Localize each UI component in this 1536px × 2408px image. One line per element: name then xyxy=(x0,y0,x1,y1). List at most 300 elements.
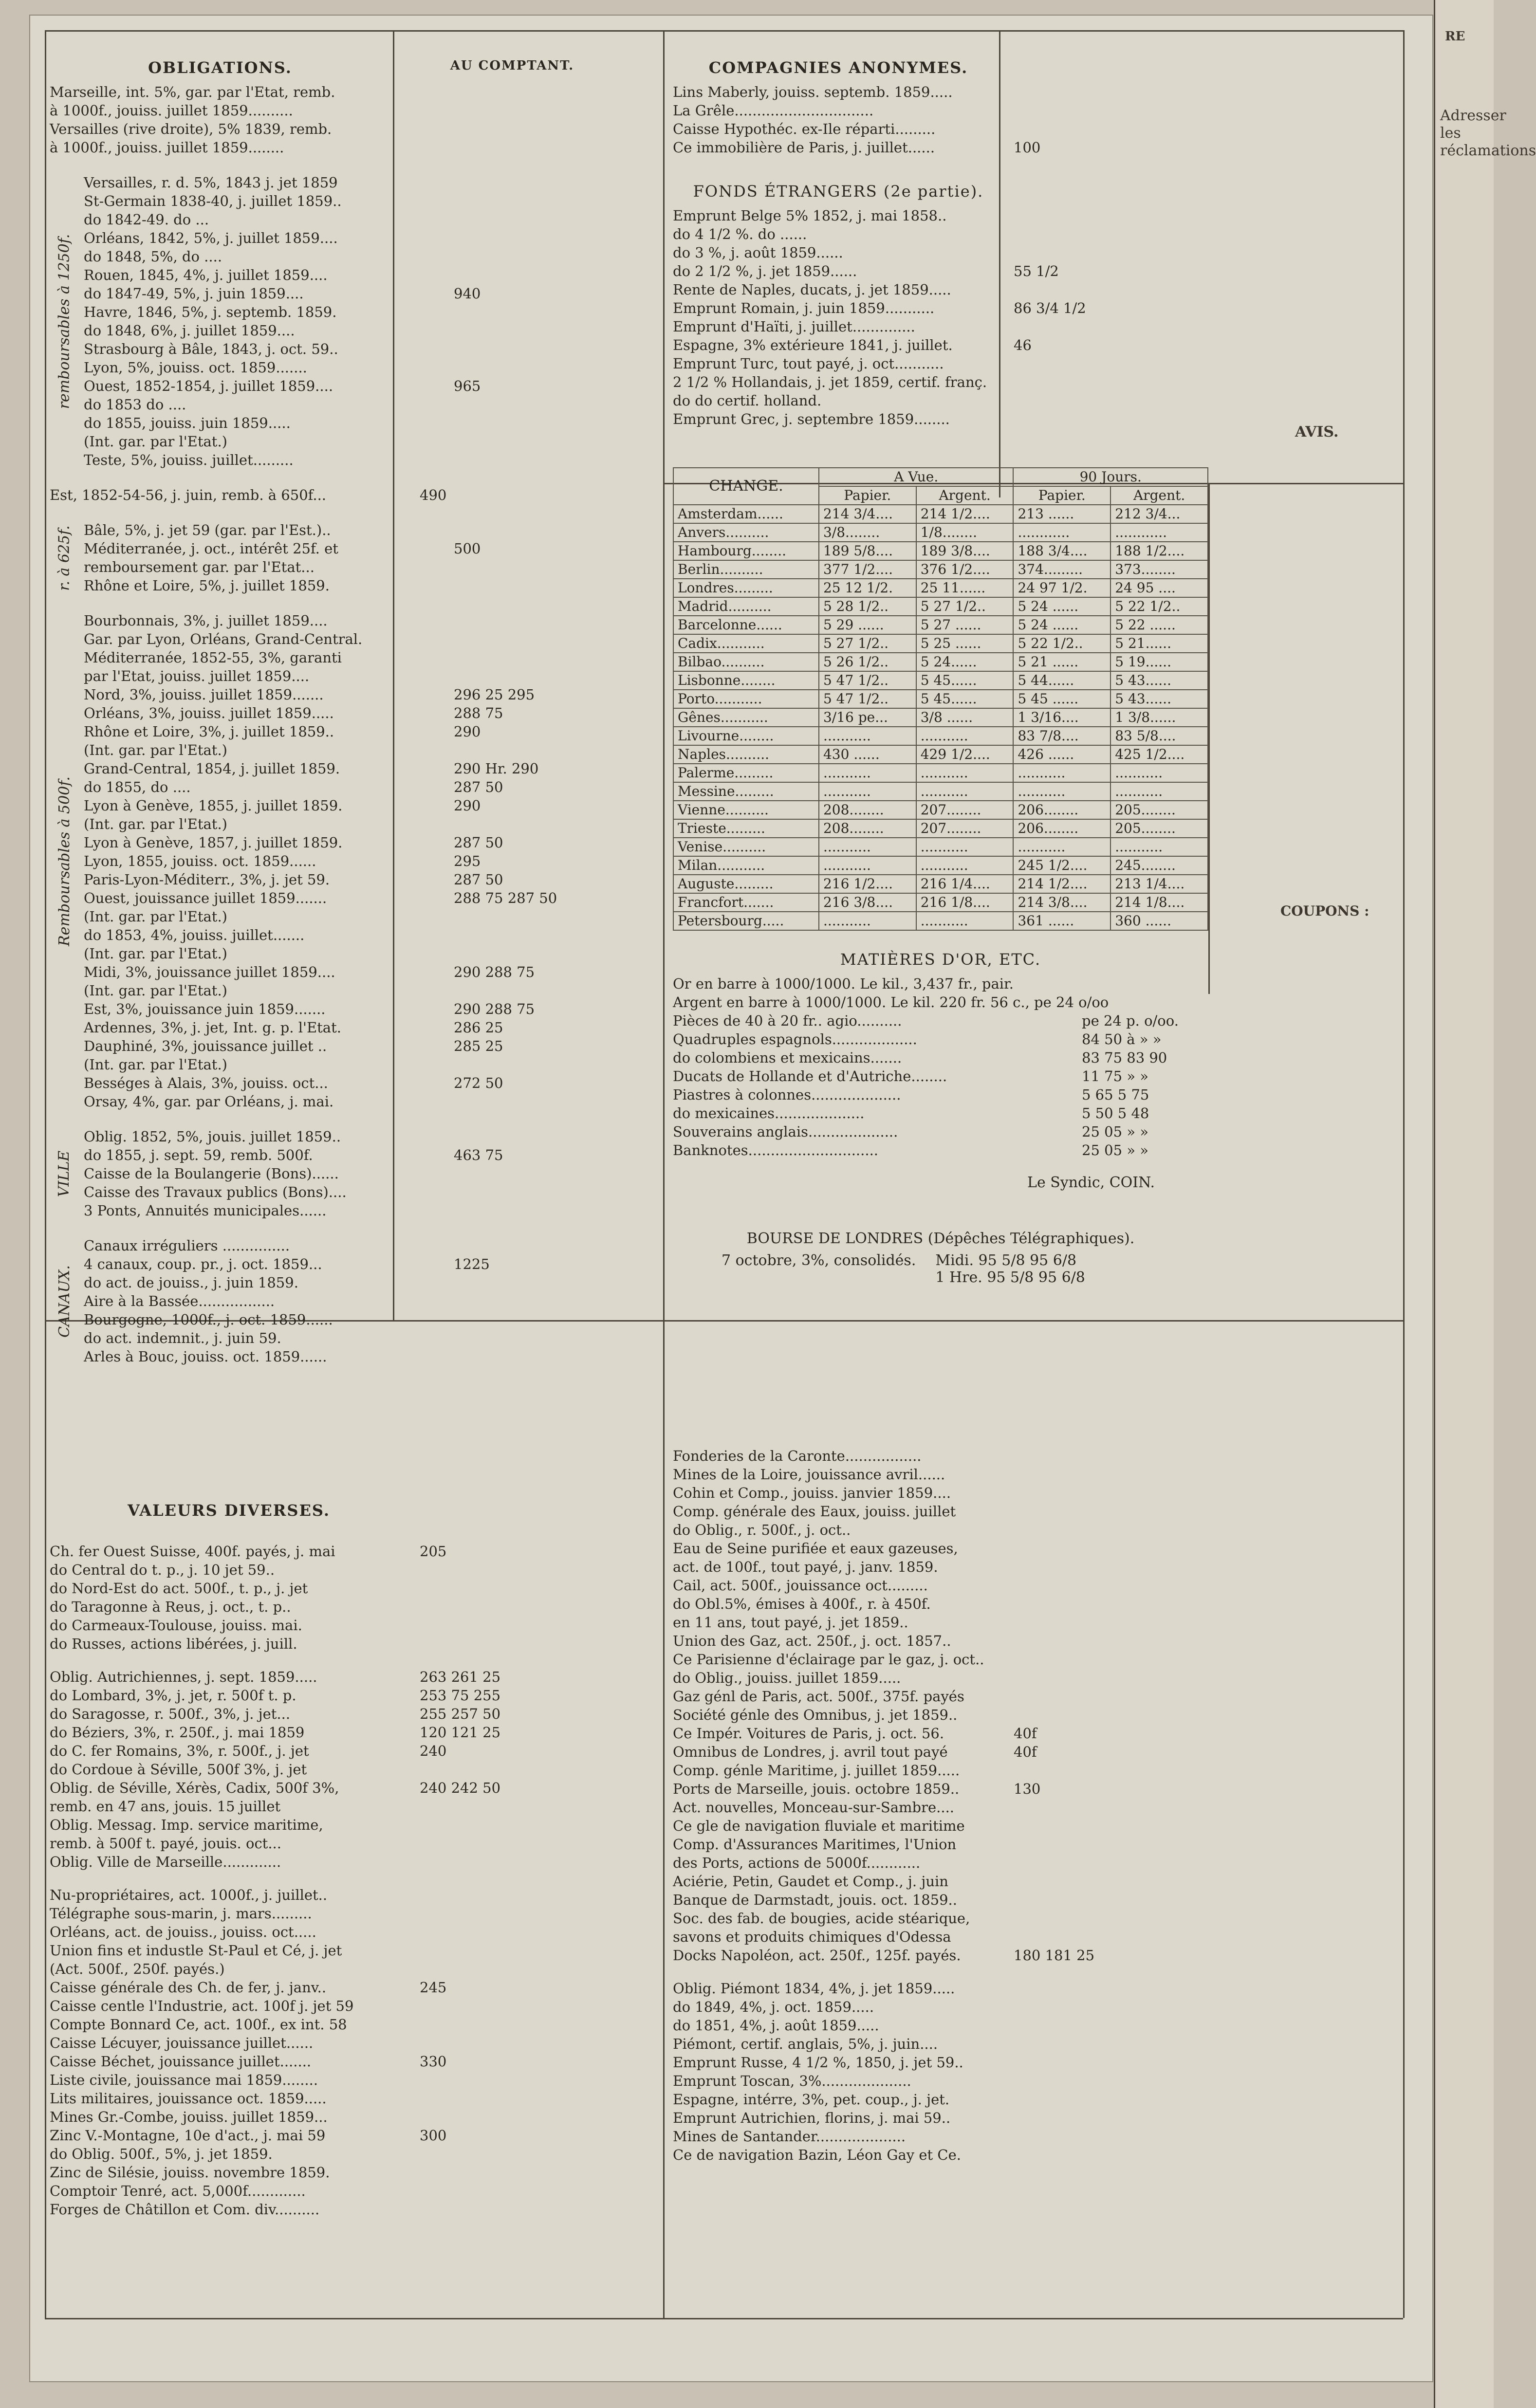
city-cell: Venise.......... xyxy=(673,838,819,856)
rate-cell: 360 ...... xyxy=(1110,912,1208,930)
table-row xyxy=(50,2052,658,2071)
row-value xyxy=(1004,1558,1398,1576)
row-value xyxy=(444,1092,658,1111)
rate-cell: 374......... xyxy=(1013,560,1110,579)
rate-cell: 5 21 ...... xyxy=(1013,653,1110,671)
row-label: do Carmeaux-Toulouse, jouiss. mai. xyxy=(50,1617,302,1634)
table-row xyxy=(673,1998,1398,2016)
row-value xyxy=(410,2089,658,2108)
rate-cell: 212 3/4... xyxy=(1110,505,1208,523)
row-label: Lyon, 5%, jouiss. oct. 1859....... xyxy=(84,359,307,376)
table-row xyxy=(673,523,1208,542)
row-value xyxy=(444,907,658,926)
rate-cell: 213 ...... xyxy=(1013,505,1110,523)
right-valeurs-rows xyxy=(673,1447,1398,2164)
row-value xyxy=(444,1055,658,1074)
row-value: 296 25 295 xyxy=(454,686,535,703)
table-row xyxy=(673,727,1208,745)
table-row xyxy=(673,1085,1398,1104)
rate-cell: 361 ...... xyxy=(1013,912,1110,930)
rate-cell: 214 1/8.... xyxy=(1110,893,1208,912)
row-value xyxy=(444,1201,658,1220)
row-value xyxy=(1004,101,1398,120)
row-value: 290 Hr. 290 xyxy=(454,760,539,777)
table-row xyxy=(84,521,658,539)
bourse-de-londres xyxy=(673,1230,1398,1286)
table-row xyxy=(84,611,658,630)
city-cell: Amsterdam...... xyxy=(673,505,819,523)
column-rule xyxy=(1403,30,1405,2318)
city-cell: Vienne.......... xyxy=(673,801,819,819)
row-label: Caisse de la Boulangerie (Bons)...... xyxy=(84,1165,339,1182)
city-cell: Milan........... xyxy=(673,856,819,875)
table-row xyxy=(673,83,1398,101)
strip-text: Adresser les réclamations xyxy=(1440,107,1536,159)
row-label: Fonderies de la Caronte................. xyxy=(673,1448,922,1464)
row-value xyxy=(410,1635,658,1653)
row-value xyxy=(410,1816,658,1834)
row-value xyxy=(444,815,658,833)
row-label: Banknotes............................. xyxy=(673,1142,879,1158)
row-label: Emprunt Turc, tout payé, j. oct........... xyxy=(673,355,944,372)
row-value xyxy=(444,192,658,210)
table-row xyxy=(673,1798,1398,1817)
table-row xyxy=(673,671,1208,690)
table-row xyxy=(50,2108,658,2126)
au-comptant-title: AU COMPTANT. xyxy=(450,58,574,73)
row-value xyxy=(444,1164,658,1183)
papier-header: Papier. xyxy=(1013,486,1110,505)
table-row xyxy=(673,745,1208,764)
table-row xyxy=(673,1650,1398,1669)
row-value: 55 1/2 xyxy=(1014,263,1059,279)
city-cell: Petersbourg..... xyxy=(673,912,819,930)
rate-cell: 245........ xyxy=(1110,856,1208,875)
row-label: do mexicaines.................... xyxy=(673,1105,865,1121)
table-row xyxy=(50,1760,658,1779)
city-cell: Cadix........... xyxy=(673,634,819,653)
row-value xyxy=(410,1579,658,1598)
table-row xyxy=(673,1706,1398,1724)
rate-cell: 5 26 1/2.. xyxy=(819,653,916,671)
row-label: do 1848, 6%, j. juillet 1859.... xyxy=(84,322,295,339)
row-label: Bâle, 5%, j. jet 59 (gar. par l'Est.).. xyxy=(84,522,331,538)
row-value xyxy=(1004,1798,1398,1817)
rate-cell: 24 95 .... xyxy=(1110,579,1208,597)
row-label: Orléans, 1842, 5%, j. juillet 1859.... xyxy=(84,230,338,246)
table-row xyxy=(673,2053,1398,2072)
row-label: Rouen, 1845, 4%, j. juillet 1859.... xyxy=(84,267,328,283)
row-label: Ardennes, 3%, j. jet, Int. g. p. l'Etat. xyxy=(84,1019,341,1036)
row-label: Rhône et Loire, 5%, j. juillet 1859. xyxy=(84,577,330,594)
table-row xyxy=(673,1928,1398,1946)
row-label: Emprunt Autrichien, florins, j. mai 59.. xyxy=(673,2110,951,2126)
row-label: Liste civile, jouissance mai 1859........ xyxy=(50,2072,318,2088)
row-value: 940 xyxy=(454,285,481,302)
city-cell: Barcelonne...... xyxy=(673,616,819,634)
row-value xyxy=(444,1329,658,1347)
rate-cell: 25 12 1/2. xyxy=(819,579,916,597)
row-value xyxy=(1004,1465,1398,1484)
row-value xyxy=(410,1871,658,1886)
rate-cell: 205........ xyxy=(1110,801,1208,819)
table-row xyxy=(673,1724,1398,1743)
rate-cell: ........... xyxy=(916,838,1014,856)
row-value: 255 257 50 xyxy=(420,1706,501,1722)
table-row xyxy=(673,354,1398,373)
row-label xyxy=(50,1871,410,1886)
row-value xyxy=(444,321,658,340)
row-label: Oblig. Messag. Imp. service maritime, xyxy=(50,1817,323,1833)
row-value: 25 05 » » xyxy=(1082,1123,1148,1140)
table-row xyxy=(50,1853,658,1871)
row-value: 40f xyxy=(1014,1744,1037,1760)
row-label: do Taragonne à Reus, j. oct., t. p.. xyxy=(50,1599,291,1615)
table-row xyxy=(84,321,658,340)
row-label: Oblig. Ville de Marseille............. xyxy=(50,1854,281,1870)
row-value xyxy=(1004,2109,1398,2127)
row-value xyxy=(444,395,658,414)
row-label: Forges de Châtillon et Com. div.......... xyxy=(50,2201,320,2218)
table-row xyxy=(84,815,658,833)
rate-cell: 188 1/2.... xyxy=(1110,542,1208,560)
rate-cell: 5 45...... xyxy=(916,690,1014,708)
table-row xyxy=(84,648,658,667)
group-rows xyxy=(84,1127,658,1220)
row-label: (Int. gar. par l'Etat.) xyxy=(84,433,227,450)
row-label: Gaz génl de Paris, act. 500f., 375f. payés xyxy=(673,1688,964,1705)
group-remboursables-500 xyxy=(50,611,658,1111)
compagnies-anonymes-title: COMPAGNIES ANONYMES. xyxy=(708,58,968,77)
group-remboursables-1250 xyxy=(50,173,658,469)
group-side-label: remboursables à 1250f. xyxy=(56,234,73,409)
row-label: Caisse Lécuyer, jouissance juillet...... xyxy=(50,2035,314,2051)
row-label: Ce Impér. Voitures de Paris, j. oct. 56. xyxy=(673,1725,944,1742)
table-row xyxy=(84,870,658,889)
row-value: 25 05 » » xyxy=(1082,1142,1148,1158)
city-cell: Bilbao.......... xyxy=(673,653,819,671)
row-value xyxy=(1004,2016,1398,2035)
row-label: Nu-propriétaires, act. 1000f., j. juillet.. xyxy=(50,1887,328,1903)
row-label: Ch. fer Ouest Suisse, 400f. payés, j. mai xyxy=(50,1543,335,1560)
rate-cell: 5 47 1/2.. xyxy=(819,671,916,690)
row-label: do do certif. holland. xyxy=(673,392,822,409)
row-value: 205 xyxy=(420,1543,447,1560)
row-label: (Int. gar. par l'Etat.) xyxy=(84,945,227,962)
rate-cell: 5 43...... xyxy=(1110,690,1208,708)
row-value xyxy=(410,1653,658,1668)
city-cell: Livourne........ xyxy=(673,727,819,745)
obligations-title: OBLIGATIONS. xyxy=(148,58,292,77)
table-row xyxy=(50,1653,658,1668)
rate-cell: 5 24...... xyxy=(916,653,1014,671)
row-value xyxy=(444,432,658,451)
table-row xyxy=(673,1979,1398,1998)
row-value xyxy=(410,2015,658,2034)
change-title: CHANGE. xyxy=(673,468,819,505)
row-label: Union des Gaz, act. 250f., j. oct. 1857.. xyxy=(673,1633,951,1649)
table-row xyxy=(673,225,1398,243)
rate-cell: 5 29 ...... xyxy=(819,616,916,634)
row-value xyxy=(444,611,658,630)
city-cell: Hambourg........ xyxy=(673,542,819,560)
table-row xyxy=(84,1347,658,1366)
table-row xyxy=(673,1048,1398,1067)
rate-cell: ........... xyxy=(819,856,916,875)
adjacent-page-strip xyxy=(1434,0,1536,2408)
row-label: Comptoir Tenré, act. 5,000f............. xyxy=(50,2183,306,2199)
row-value xyxy=(444,247,658,266)
syndic-signature: Le Syndic, COIN. xyxy=(1027,1174,1155,1191)
table-row xyxy=(84,722,658,741)
row-label: Act. nouvelles, Monceau-sur-Sambre.... xyxy=(673,1799,955,1816)
row-label: Ce de navigation Bazin, Léon Gay et Ce. xyxy=(673,2147,961,2163)
table-row xyxy=(84,539,658,558)
table-row xyxy=(84,247,658,266)
table-row xyxy=(84,1292,658,1310)
row-label: Docks Napoléon, act. 250f., 125f. payés. xyxy=(673,1947,961,1964)
row-label: do 1851, 4%, j. août 1859..... xyxy=(673,2017,879,2034)
row-label: Piémont, certif. anglais, 5%, j. juin.... xyxy=(673,2036,938,2052)
rate-cell: ........... xyxy=(819,838,916,856)
row-value xyxy=(410,2163,658,2182)
table-row xyxy=(84,303,658,321)
table-row xyxy=(673,391,1398,410)
row-label xyxy=(673,1965,1004,1979)
row-value xyxy=(410,1760,658,1779)
row-value xyxy=(1004,2053,1398,2072)
table-row xyxy=(84,1055,658,1074)
row-value xyxy=(444,340,658,358)
row-value xyxy=(1004,1928,1398,1946)
rate-cell: 189 3/8.... xyxy=(916,542,1014,560)
row-label: Orsay, 4%, gar. par Orléans, j. mai. xyxy=(84,1093,334,1110)
row-label: Omnibus de Londres, j. avril tout payé xyxy=(673,1744,948,1760)
row-value xyxy=(1004,1576,1398,1595)
row-label: Banque de Darmstadt, jouis. oct. 1859.. xyxy=(673,1892,957,1908)
londres-1h: 1 Hre. 95 5/8 95 6/8 xyxy=(935,1269,1085,1286)
row-label: Piastres à colonnes.................... xyxy=(673,1086,901,1103)
section-rule xyxy=(45,2318,1403,2319)
row-label: Lyon à Genève, 1855, j. juillet 1859. xyxy=(84,797,343,814)
row-value xyxy=(1004,1539,1398,1558)
row-label: Emprunt Grec, j. septembre 1859........ xyxy=(673,411,950,427)
row-value xyxy=(1004,1979,1398,1998)
table-row xyxy=(84,377,658,395)
row-value xyxy=(444,451,658,469)
rate-cell: 5 27 1/2.. xyxy=(819,634,916,653)
row-value: 40f xyxy=(1014,1725,1037,1742)
table-row xyxy=(84,1037,658,1055)
row-label: do Obl.5%, émises à 400f., r. à 450f. xyxy=(673,1596,931,1612)
row-value xyxy=(410,2182,658,2200)
row-label: des Ports, actions de 5000f............ xyxy=(673,1855,921,1871)
table-row xyxy=(84,981,658,1000)
row-label: do Oblig. 500f., 5%, j. jet 1859. xyxy=(50,2146,273,2162)
argent-header: Argent. xyxy=(1110,486,1208,505)
table-row xyxy=(84,210,658,229)
table-row: Versailles (rive droite), 5% 1839, remb. xyxy=(50,121,332,137)
row-value xyxy=(444,981,658,1000)
table-row xyxy=(673,764,1208,782)
table-row xyxy=(84,173,658,192)
table-row xyxy=(673,206,1398,225)
row-label: par l'Etat, jouiss. juillet 1859.... xyxy=(84,668,310,684)
row-label: Orléans, 3%, jouiss. juillet 1859..... xyxy=(84,705,334,721)
row-value xyxy=(444,1347,658,1366)
city-cell: Lisbonne........ xyxy=(673,671,819,690)
rate-cell: 373........ xyxy=(1110,560,1208,579)
table-row xyxy=(673,101,1398,120)
table-row xyxy=(84,576,658,595)
rate-cell: 377 1/2.... xyxy=(819,560,916,579)
row-value xyxy=(444,926,658,944)
table-row xyxy=(84,266,658,284)
row-value xyxy=(1004,243,1398,262)
table-row xyxy=(84,963,658,981)
row-label: (Int. gar. par l'Etat.) xyxy=(84,982,227,999)
row-value xyxy=(444,173,658,192)
row-label: Ce gle de navigation fluviale et maritime xyxy=(673,1818,965,1834)
row-value: 288 75 xyxy=(454,705,503,721)
row-label: do 3 %, j. août 1859...... xyxy=(673,244,843,261)
londres-line: 7 octobre, 3%, consolidés. xyxy=(722,1252,916,1269)
row-label: do Béziers, 3%, r. 250f., j. mai 1859 xyxy=(50,1724,305,1741)
row-label: Comp. d'Assurances Maritimes, l'Union xyxy=(673,1836,957,1853)
row-value xyxy=(1004,1447,1398,1465)
table-row xyxy=(673,616,1208,634)
row-label: Ce Parisienne d'éclairage par le gaz, j. oct.. xyxy=(673,1651,984,1668)
rate-cell: 5 27 ...... xyxy=(916,616,1014,634)
table-row xyxy=(84,1273,658,1292)
row-value: 46 xyxy=(1014,337,1032,353)
table-row xyxy=(673,1539,1398,1558)
table-row xyxy=(84,741,658,759)
rate-cell: 3/8 ...... xyxy=(916,708,1014,727)
row-label: do act. de jouiss., j. juin 1859. xyxy=(84,1274,298,1291)
rate-cell: 3/8........ xyxy=(819,523,916,542)
table-row xyxy=(84,1201,658,1220)
rate-cell: 5 22 1/2.. xyxy=(1013,634,1110,653)
table-row xyxy=(673,299,1398,317)
row-label: do 1848, 5%, do .... xyxy=(84,248,222,265)
row-value xyxy=(1004,317,1398,336)
table-row xyxy=(673,120,1398,138)
table-row xyxy=(50,1635,658,1653)
table-row xyxy=(673,1030,1398,1048)
rate-cell: 376 1/2.... xyxy=(916,560,1014,579)
row-value: 288 75 287 50 xyxy=(454,890,557,906)
rate-cell: 83 7/8.... xyxy=(1013,727,1110,745)
table-row xyxy=(673,838,1208,856)
valeurs-diverses-title: VALEURS DIVERSES. xyxy=(128,1501,330,1520)
rate-cell: 208........ xyxy=(819,801,916,819)
row-value xyxy=(1004,280,1398,299)
rate-cell: 5 45 ...... xyxy=(1013,690,1110,708)
row-value xyxy=(1072,974,1398,993)
table-row: Marseille, int. 5%, gar. par l'Etat, remb. xyxy=(50,84,335,100)
table-row xyxy=(84,1092,658,1111)
row-label: remb. en 47 ans, jouis. 15 juillet xyxy=(50,1798,281,1815)
compagnies-rows xyxy=(673,83,1398,157)
row-label: 2 1/2 % Hollandais, j. jet 1859, certif. franç. xyxy=(673,374,987,390)
table-row xyxy=(50,1542,658,1561)
table-row xyxy=(673,856,1208,875)
row-label: do Cordoue à Séville, 500f 3%, j. jet xyxy=(50,1761,307,1778)
row-label: Caisse centle l'Industrie, act. 100f j. jet 59 xyxy=(50,1998,354,2014)
table-row xyxy=(673,1946,1398,1965)
rate-cell: 83 5/8.... xyxy=(1110,727,1208,745)
table-row xyxy=(50,2034,658,2052)
row-label: Soc. des fab. de bougies, acide stéarique, xyxy=(673,1910,970,1927)
row-value xyxy=(1004,354,1398,373)
row-value xyxy=(444,1236,658,1255)
table-row xyxy=(84,192,658,210)
row-value xyxy=(1004,2035,1398,2053)
row-label: Rhône et Loire, 3%, j. juillet 1859.. xyxy=(84,723,334,740)
row-label: Société génle des Omnibus, j. jet 1859.. xyxy=(673,1707,958,1723)
row-value: 83 75 83 90 xyxy=(1082,1049,1167,1066)
rate-cell: 188 3/4.... xyxy=(1013,542,1110,560)
table-row xyxy=(50,1904,658,1923)
rate-cell: 216 1/2.... xyxy=(819,875,916,893)
row-label: Zinc V.-Montagne, 10e d'act., j. mai 59 xyxy=(50,2127,326,2144)
row-label: do Oblig., jouiss. juillet 1859..... xyxy=(673,1670,901,1686)
row-label: Lyon, 1855, jouiss. oct. 1859...... xyxy=(84,853,316,869)
row-value xyxy=(410,1886,658,1904)
row-value xyxy=(410,1960,658,1978)
city-cell: Trieste......... xyxy=(673,819,819,838)
rate-cell: 5 25 ...... xyxy=(916,634,1014,653)
group-side-label: CANAUX. xyxy=(56,1265,73,1338)
londres-title: BOURSE DE LONDRES (Dépêches Télégraphiques). xyxy=(746,1230,1135,1247)
table-row xyxy=(673,2146,1398,2164)
row-value xyxy=(1004,1502,1398,1521)
row-label: Oblig. 1852, 5%, jouis. juillet 1859.. xyxy=(84,1128,341,1145)
table-row xyxy=(84,759,658,778)
rate-cell: 216 3/8.... xyxy=(819,893,916,912)
row-value: 290 xyxy=(454,797,481,814)
row-label: Caisse Hypothéc. ex-Ile réparti......... xyxy=(673,121,936,137)
row-value xyxy=(1004,373,1398,391)
row-label: Ports de Marseille, jouis. octobre 1859.. xyxy=(673,1781,960,1797)
table-row xyxy=(673,974,1398,993)
rate-cell: ........... xyxy=(819,912,916,930)
table-row xyxy=(84,1236,658,1255)
row-value xyxy=(1004,1484,1398,1502)
row-label: Lits militaires, jouissance oct. 1859..... xyxy=(50,2090,327,2107)
table-row xyxy=(673,505,1208,523)
row-label: do 1853, 4%, jouiss. juillet....... xyxy=(84,927,305,943)
row-value xyxy=(444,576,658,595)
row-label: Dauphiné, 3%, jouissance juillet .. xyxy=(84,1038,327,1054)
group-remboursables-625 xyxy=(50,521,658,595)
group-side-label: Remboursables à 500f. xyxy=(56,776,73,946)
table-row xyxy=(50,1886,658,1904)
row-value: pe 24 p. o/oo. xyxy=(1082,1012,1179,1029)
table-row xyxy=(84,358,658,377)
table-row xyxy=(673,542,1208,560)
table-row xyxy=(84,1310,658,1329)
table-row xyxy=(84,1146,658,1164)
table-row xyxy=(50,2145,658,2163)
table-row xyxy=(84,796,658,815)
table-row xyxy=(673,2035,1398,2053)
row-value xyxy=(410,1941,658,1960)
row-label: 4 canaux, coup. pr., j. oct. 1859... xyxy=(84,1256,322,1272)
rate-cell: 5 47 1/2.. xyxy=(819,690,916,708)
table-row xyxy=(673,1632,1398,1650)
